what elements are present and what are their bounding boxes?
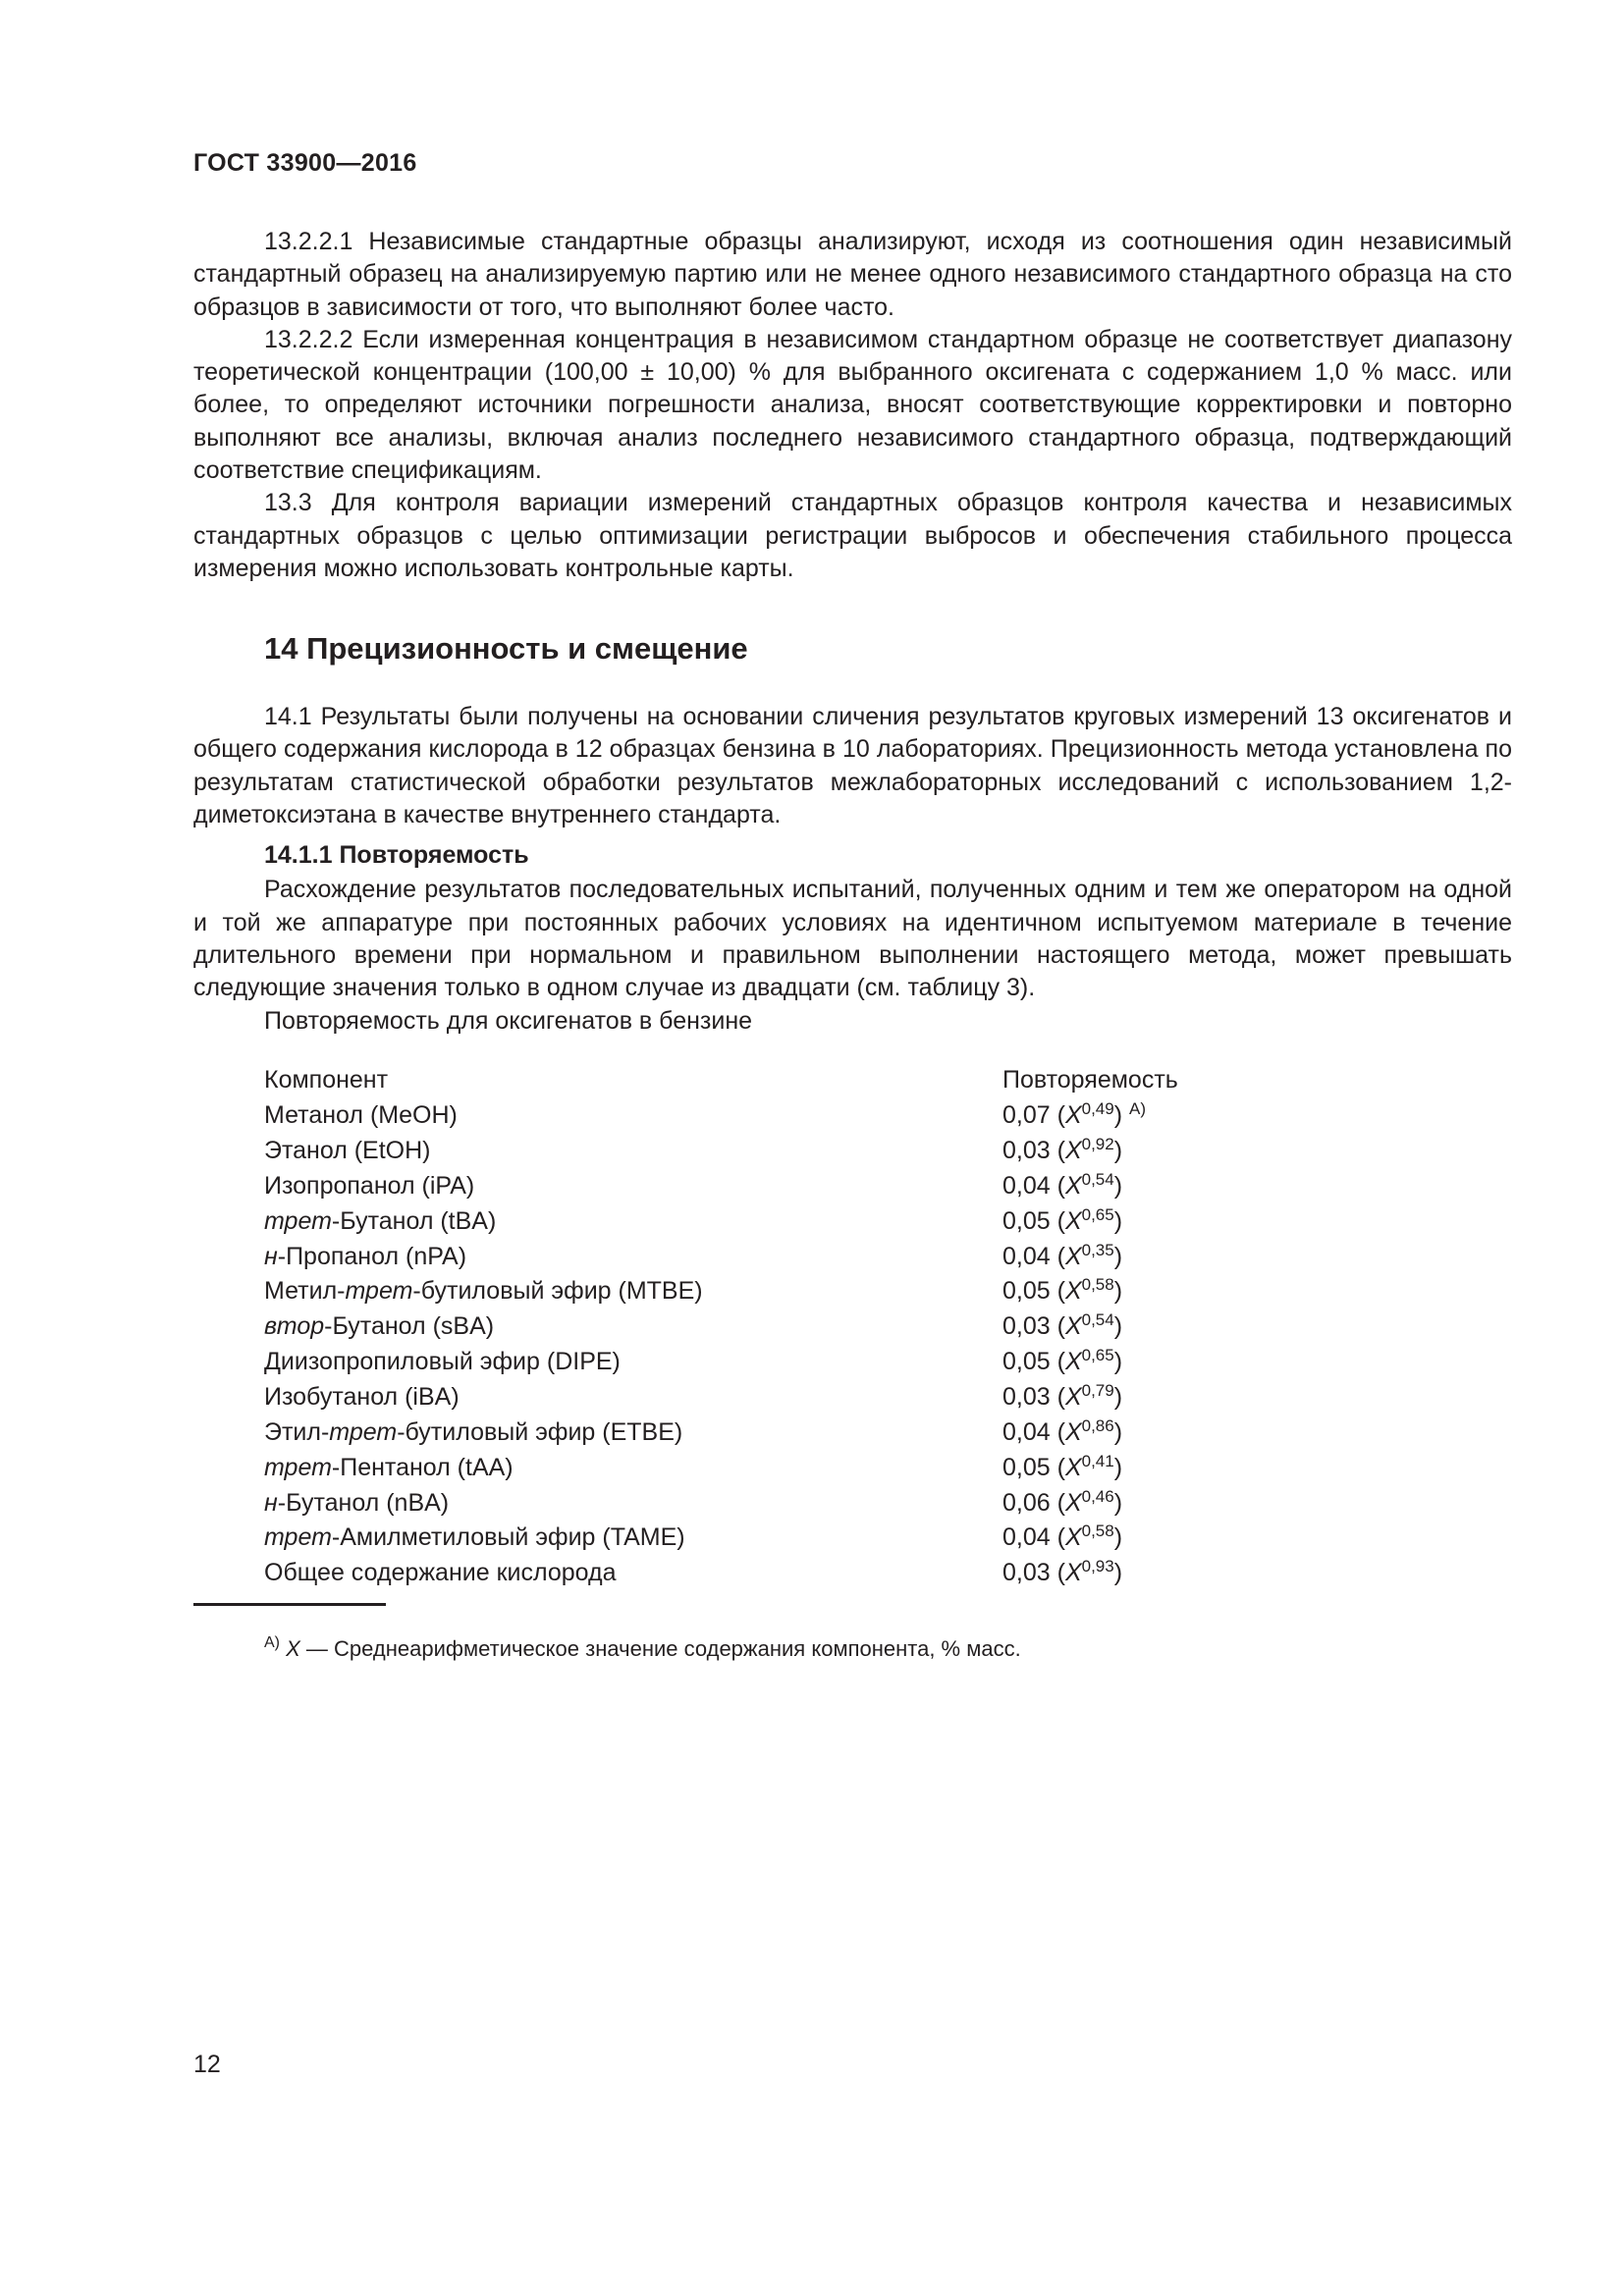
component-name: Изопропанол (iPA) <box>264 1171 475 1200</box>
page-header: ГОСТ 33900—2016 <box>193 149 417 177</box>
table-row <box>264 1345 1246 1380</box>
repeatability-value: 0,05 $(X^{0,58})$ <box>1002 1275 1123 1306</box>
table-body <box>264 1098 1246 1591</box>
section-14-body <box>193 701 1512 1038</box>
repeatability-value: 0,07 $(X^{0,49})$ $^{А)}$ <box>1002 1099 1146 1130</box>
repeatability-value: 0,03 $(X^{0,92})$ <box>1002 1135 1123 1165</box>
table-row <box>264 1134 1246 1169</box>
table-row <box>264 1415 1246 1450</box>
footnote-variable: X <box>286 1636 300 1661</box>
paragraph-repeatability: Расхождение результатов последовательных испытаний, полученных одним и тем же оператором на одной и той же аппаратуре при постоянных рабочих условиях на идентичном испытуемом материале в течение длительного времени при нормальном и правильном выполнении настоящего метода, может превышать следующие значения только в одном случае из двадцати (см. таблицу 3). <box>193 876 1512 1002</box>
table-row <box>264 1556 1246 1591</box>
footnote-ref: А) <box>1129 1099 1146 1119</box>
column-header-value: Повторяемость <box>1002 1066 1178 1095</box>
table-row <box>264 1485 1246 1521</box>
repeatability-value: 0,05 $(X^{0,41})$ <box>1002 1451 1123 1481</box>
table-row <box>264 1098 1246 1134</box>
section-heading: 14 Прецизионность и смещение <box>264 631 748 666</box>
component-name: Этил-трет-бутиловый эфир (ETBE) <box>264 1417 683 1446</box>
table-row <box>264 1309 1246 1345</box>
repeatability-value: 0,05 $(X^{0,65})$ <box>1002 1346 1123 1376</box>
repeatability-value: 0,06 $(X^{0,46})$ <box>1002 1486 1123 1517</box>
repeatability-table <box>264 1063 1246 1591</box>
repeatability-value: 0,03 $(X^{0,79})$ <box>1002 1381 1123 1412</box>
repeatability-value: 0,03 $(X^{0,54})$ <box>1002 1310 1123 1341</box>
footnote-text: — Среднеарифметическое значение содержания компонента, % масс. <box>299 1636 1021 1661</box>
repeatability-value: 0,04 $(X^{0,86})$ <box>1002 1415 1123 1446</box>
paragraph-14-1: 14.1 Результаты были получены на основании сличения результатов круговых измерений 13 оксигенатов и общего содержания кислорода в 12 образцах бензина в 10 лабораториях. Прецизионность метода установлена по результатам статистической обработки результатов межлабораторных исследований с использованием 1,2-диметоксиэтана в качестве внутреннего стандарта. <box>193 703 1512 828</box>
table-row <box>264 1380 1246 1415</box>
table-caption: Повторяемость для оксигенатов в бензине <box>264 1006 753 1035</box>
table-row <box>264 1521 1246 1556</box>
footnote-marker: А) <box>264 1634 280 1651</box>
table-row <box>264 1169 1246 1204</box>
component-name: Метанол (MeOH) <box>264 1101 458 1130</box>
component-name: трет-Амилметиловый эфир (TAME) <box>264 1523 685 1552</box>
table-row <box>264 1239 1246 1274</box>
paragraph-13-2-2-2: 13.2.2.2 Если измеренная концентрация в независимом стандартном образце не соответствует диапазону теоретической концентрации (100,00 ± 10,00) % для выбранного оксигената с содержанием 1,0 % масс. или более, то определяют источники погрешности анализа, вносят соответствующие корректировки и повторно выполняют все анализы, включая анализ последнего независимого стандартного образца, подтверждающий соответствие спецификациям. <box>193 325 1512 485</box>
page-number: 12 <box>193 2051 221 2078</box>
top-paragraphs <box>193 226 1512 585</box>
component-name: Метил-трет-бутиловый эфир (MTBE) <box>264 1277 703 1306</box>
paragraph-13-3: 13.3 Для контроля вариации измерений стандартных образцов контроля качества и независимых стандартных образцов с целью оптимизации регистрации выбросов и обеспечения стабильного процесса измерения можно использовать контрольные карты. <box>193 489 1512 582</box>
component-name: Этанол (EtOH) <box>264 1137 431 1165</box>
footnote-rule <box>193 1603 386 1606</box>
component-name: трет-Бутанол (tBA) <box>264 1206 497 1235</box>
component-name: Общее содержание кислорода <box>264 1559 617 1587</box>
paragraph-13-2-2-1: 13.2.2.1 Независимые стандартные образцы анализируют, исходя из соотношения один независимый стандартный образец на анализируемую партию или не менее одного независимого стандартного образца на сто образцов в зависимости от того, что выполняют более часто. <box>193 228 1512 321</box>
repeatability-value: 0,03 $(X^{0,93})$ <box>1002 1557 1123 1587</box>
table-row <box>264 1450 1246 1485</box>
repeatability-value: 0,04 $(X^{0,54})$ <box>1002 1169 1123 1200</box>
table-header-row <box>264 1063 1246 1098</box>
footnote <box>264 1636 1021 1662</box>
column-header-component: Компонент <box>264 1066 389 1095</box>
repeatability-value: 0,04 $(X^{0,35})$ <box>1002 1240 1123 1270</box>
component-name: н-Бутанол (nBA) <box>264 1488 450 1517</box>
repeatability-value: 0,04 $(X^{0,58})$ <box>1002 1522 1123 1552</box>
component-name: трет-Пентанол (tAA) <box>264 1453 514 1481</box>
repeatability-value: 0,05 $(X^{0,65})$ <box>1002 1204 1123 1235</box>
component-name: Изобутанол (iBA) <box>264 1383 460 1412</box>
subsection-heading: 14.1.1 Повторяемость <box>264 841 529 870</box>
table-row <box>264 1274 1246 1309</box>
component-name: н-Пропанол (nPA) <box>264 1242 467 1270</box>
component-name: втор-Бутанол (sBA) <box>264 1312 495 1341</box>
table-row <box>264 1203 1246 1239</box>
component-name: Диизопропиловый эфир (DIPE) <box>264 1348 621 1376</box>
